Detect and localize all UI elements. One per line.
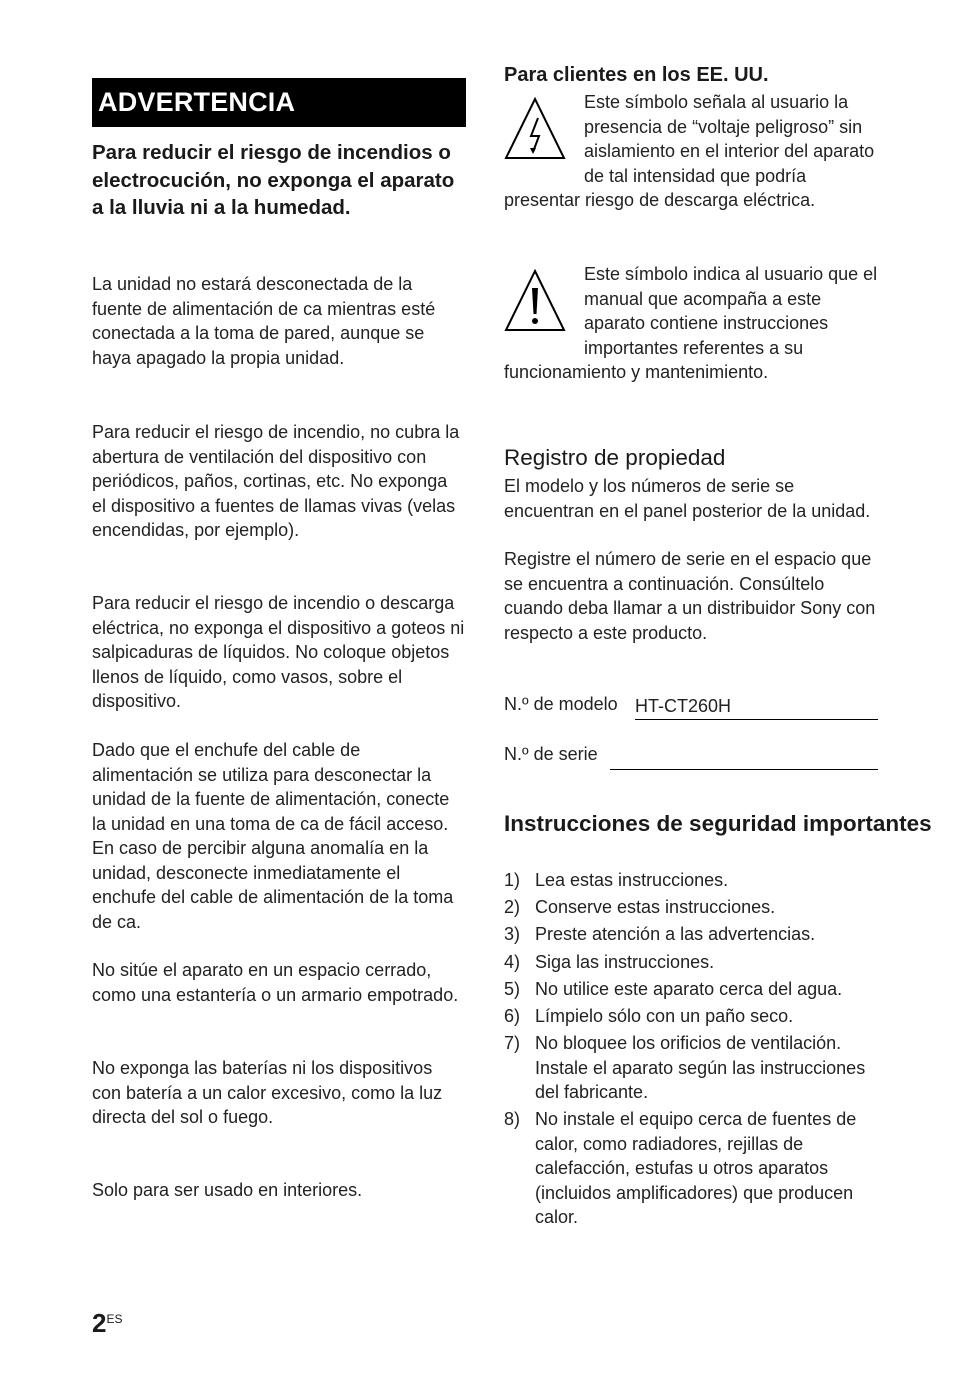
registro-paragraph-2: Registre el número de serie en el espacio que se encuentra a continuación. Consúltelo cuando deba llamar a un distribuidor Sony con respecto a este producto.: [504, 549, 876, 643]
serial-number-field: [504, 744, 878, 770]
warning-lead: Para reducir el riesgo de incendios o electrocución, no exponga el aparato a la lluvia ni a la humedad.: [92, 141, 455, 219]
list-item-text: No bloquee los orificios de ventilación. Instale el aparato según las instrucciones del fabricante.: [535, 1033, 866, 1103]
safety-heading: Instrucciones de seguridad importantes: [504, 811, 932, 836]
voltage-symbol-block: [504, 90, 878, 213]
voltage-symbol-text: Este símbolo señala al usuario la presencia de “voltaje peligroso” sin aislamiento en el interior del aparato de tal intensidad que podría presentar riesgo de descarga eléctrica.: [504, 92, 875, 210]
list-item: [504, 1031, 878, 1105]
list-item-number: 3): [504, 924, 521, 945]
page-language-suffix: ES: [106, 1312, 123, 1326]
list-item-text: Límpielo sólo con un paño seco.: [535, 1005, 794, 1026]
list-item-text: Lea estas instrucciones.: [535, 870, 729, 890]
exclamation-warning-icon: [504, 268, 566, 344]
list-item: [504, 950, 878, 975]
warning-banner: ADVERTENCIA: [92, 78, 466, 127]
model-number-label: N.º de modelo: [504, 694, 618, 714]
list-item-text: Preste atención a las advertencias.: [535, 924, 816, 945]
manual-symbol-text: Este símbolo indica al usuario que el manual que acompaña a este aparato contiene instrucciones importantes referentes a su funcionamiento y mantenimiento.: [504, 264, 878, 382]
paragraph-ventilation: Para reducir el riesgo de incendio, no cubra la abertura de ventilación del dispositivo con periódicos, paños, cortinas, etc. No exponga el dispositivo a fuentes de llamas vivas (velas encendidas, por ejemplo).: [92, 422, 460, 540]
list-item-text: Siga las instrucciones.: [535, 951, 715, 972]
page-number: [92, 1308, 122, 1339]
safety-list: [504, 868, 878, 1233]
list-item-number: 7): [504, 1033, 521, 1054]
lightning-warning-icon: [504, 96, 566, 172]
list-item-number: 6): [504, 1005, 521, 1026]
registro-paragraph-1: El modelo y los números de serie se encuentran en el panel posterior de la unidad.: [504, 476, 871, 521]
list-item: [504, 895, 878, 920]
serial-number-line: [610, 746, 878, 770]
model-number-field: [504, 694, 878, 720]
paragraph-plug: Dado que el enchufe del cable de alimentación se utiliza para desconectar la unidad de la fuente de alimentación, conecte la unidad en una toma de ca de fácil acceso. En caso de percibir alguna anomalía en la unidad, desconecte inmediatamente el enchufe del cable de alimentación de la toma de ca.: [92, 740, 454, 932]
list-item-number: 5): [504, 978, 521, 999]
model-number-value: HT-CT260H: [635, 696, 878, 720]
paragraph-enclosure: No sitúe el aparato en un espacio cerrado, como una estantería o un armario empotrado.: [92, 960, 459, 1005]
list-item-text: No instale el equipo cerca de fuentes de calor, como radiadores, rejillas de calefacción, estufas u otros aparatos (incluidos amplificadores) que producen calor.: [535, 1109, 857, 1228]
us-customers-heading: Para clientes en los EE. UU.: [504, 64, 769, 86]
serial-number-label: N.º de serie: [504, 744, 598, 764]
paragraph-disconnect: La unidad no estará desconectada de la fuente de alimentación de ca mientras esté conectada a la toma de pared, aunque se haya apagado la propia unidad.: [92, 274, 436, 368]
list-item: [504, 922, 878, 947]
paragraph-batteries: No exponga las baterías ni los dispositivos con batería a un calor excesivo, como la luz directa del sol o fuego.: [92, 1058, 443, 1127]
list-item-number: 8): [504, 1109, 521, 1130]
registro-heading: Registro de propiedad: [504, 445, 726, 470]
list-item: [504, 1107, 878, 1230]
list-item-text: No utilice este aparato cerca del agua.: [535, 978, 843, 999]
list-item-text: Conserve estas instrucciones.: [535, 897, 776, 918]
manual-symbol-block: [504, 262, 878, 385]
list-item: [504, 977, 878, 1002]
list-item: [504, 1004, 878, 1029]
page-number-digit: 2: [92, 1308, 107, 1338]
paragraph-liquids: Para reducir el riesgo de incendio o descarga eléctrica, no exponga el dispositivo a goteos ni salpicaduras de líquidos. No coloque objetos llenos de líquido, como vasos, sobre el dispositivo.: [92, 593, 465, 711]
list-item-number: 2): [504, 897, 521, 918]
paragraph-indoor: Solo para ser usado en interiores.: [92, 1180, 363, 1200]
list-item: [504, 868, 878, 893]
list-item-number: 4): [504, 951, 521, 972]
list-item-number: 1): [504, 870, 521, 890]
